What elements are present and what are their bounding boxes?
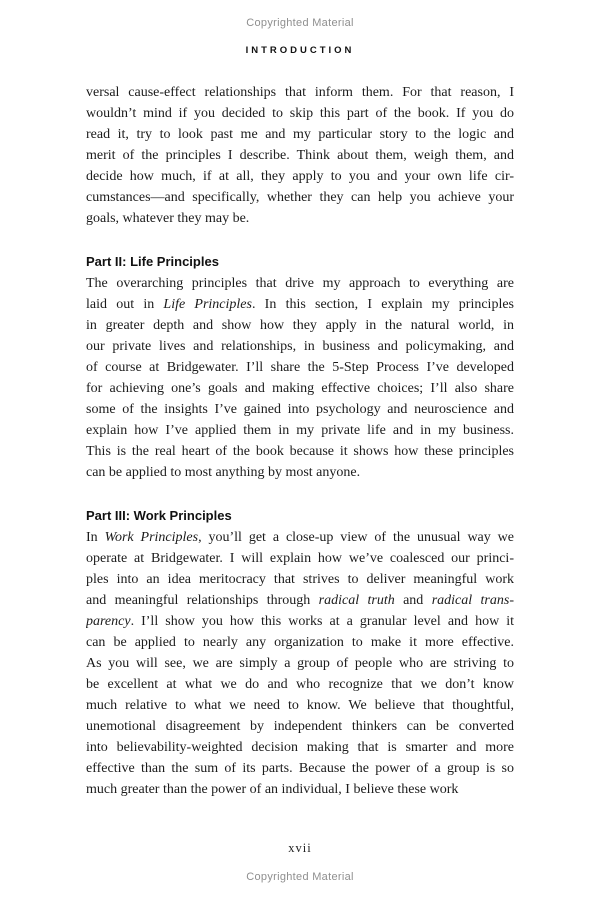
text-line: parency. I’ll show you how this works at a granular level and how it xyxy=(86,614,514,629)
paragraph xyxy=(86,527,514,800)
text-line: be excellent at what we do and who recognize that we don’t know xyxy=(86,677,514,692)
text-line: laid out in Life Principles. In this section, I explain my principles xyxy=(86,297,514,312)
text-line: As you will see, we are simply a group of people who are striving to xyxy=(86,656,514,671)
text-line: ples into an idea meritocracy that strives to deliver meaningful work xyxy=(86,572,514,587)
copyright-watermark-top: Copyrighted Material xyxy=(246,17,354,29)
text-line: for achieving one’s goals and making effective choices; I’ll also share xyxy=(86,381,514,396)
body-text xyxy=(86,82,514,800)
text-line: merit of the principles I describe. Think about them, weigh them, and xyxy=(86,148,514,163)
paragraph xyxy=(86,82,514,229)
text-line: goals, whatever they may be. xyxy=(86,211,250,226)
text-line: some of the insights I’ve gained into psychology and neuroscience and xyxy=(86,402,514,417)
text-line: can be applied to nearly any organization to make it more effective. xyxy=(86,635,514,650)
text-line: The overarching principles that drive my approach to everything are xyxy=(86,276,514,291)
page-number: xvii xyxy=(288,841,312,855)
section-heading: Part III: Work Principles xyxy=(86,508,232,523)
text-line: in greater depth and show how they apply in the natural world, in xyxy=(86,318,514,333)
text-line: decide how much, if at all, they apply to you and your own life cir- xyxy=(86,169,514,184)
text-line: and meaningful relationships through radical truth and radical trans- xyxy=(86,593,514,608)
section-heading: Part II: Life Principles xyxy=(86,254,219,269)
text-line: our private lives and relationships, in business and policymaking, and xyxy=(86,339,514,354)
paragraph xyxy=(86,273,514,483)
text-line: operate at Bridgewater. I will explain how we’ve coalesced our princi- xyxy=(86,551,514,566)
text-line: read it, try to look past me and my particular story to the logic and xyxy=(86,127,514,142)
running-header: INTRODUCTION xyxy=(245,45,355,56)
copyright-watermark-bottom: Copyrighted Material xyxy=(246,871,354,883)
text-line: unemotional disagreement by independent thinkers can be converted xyxy=(86,719,514,734)
text-line: In Work Principles, you’ll get a close-up view of the unusual way we xyxy=(86,530,514,545)
text-line: can be applied to most anything by most anyone. xyxy=(86,465,361,480)
text-line: effective than the sum of its parts. Because the power of a group is so xyxy=(86,761,514,776)
text-line: much relative to what we need to know. We believe that thoughtful, xyxy=(86,698,514,713)
text-line: wouldn’t mind if you decided to skip this part of the book. If you do xyxy=(86,106,514,121)
text-line: This is the real heart of the book because it shows how these principles xyxy=(86,444,514,459)
text-line: of course at Bridgewater. I’ll share the 5-Step Process I’ve developed xyxy=(86,360,514,375)
text-line: much greater than the power of an individual, I believe these work xyxy=(86,782,459,797)
text-line: versal cause-effect relationships that inform them. For that reason, I xyxy=(86,85,514,100)
text-line: cumstances—and specifically, whether they can help you achieve your xyxy=(86,190,514,205)
text-line: into believability-weighted decision making that is smarter and more xyxy=(86,740,514,755)
text-line: explain how I’ve applied them in my private life and in my business. xyxy=(86,423,514,438)
